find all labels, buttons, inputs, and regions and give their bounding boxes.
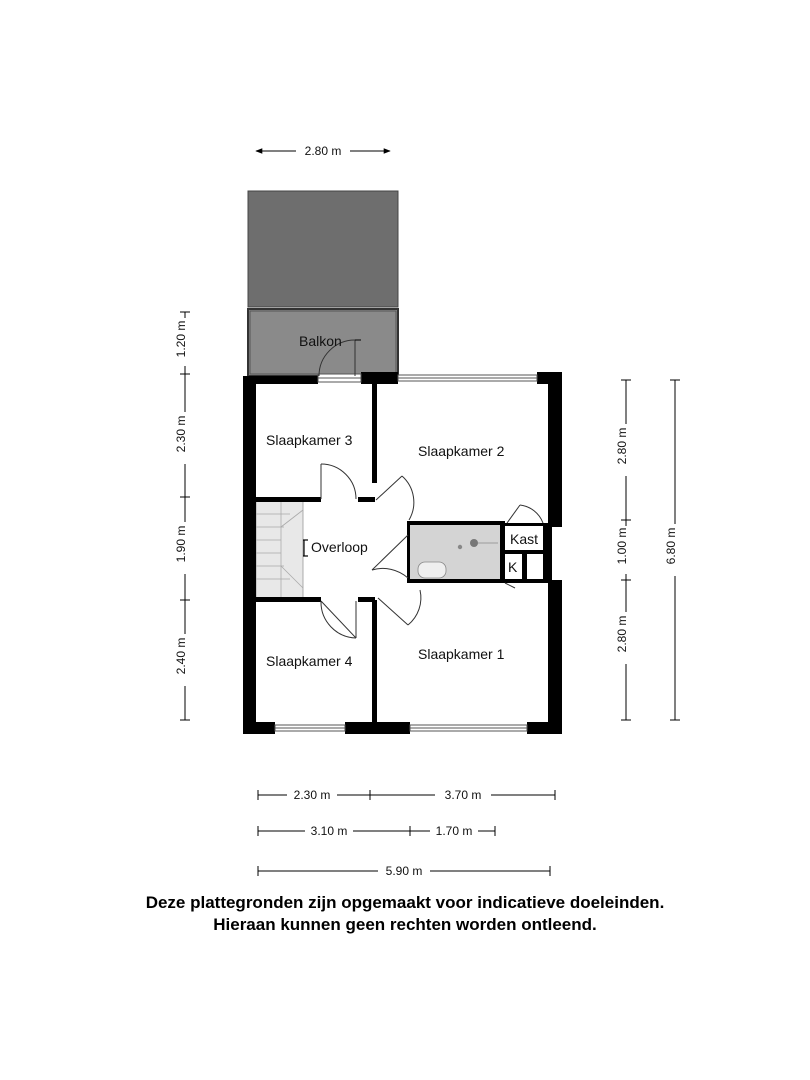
balcony-roof: [248, 191, 398, 307]
dim-bottom-row2-right: 1.70 m: [435, 824, 473, 838]
dim-bottom-row2-left: 3.10 m: [310, 824, 348, 838]
doors: [319, 340, 543, 638]
dim-bottom-row1-right: 3.70 m: [444, 788, 482, 802]
staircase: [256, 501, 308, 598]
label-slaapkamer-3: Slaapkamer 3: [266, 432, 353, 448]
dim-left-balkon: 1.20 m: [174, 320, 188, 358]
dim-left-overloop: 1.90 m: [174, 525, 188, 563]
disclaimer-line-2: Hieraan kunnen geen rechten worden ontleend.: [213, 915, 597, 934]
label-balkon: Balkon: [299, 333, 342, 349]
bathroom: [410, 525, 500, 580]
dim-left-slaapkamer4: 2.40 m: [174, 637, 188, 675]
label-slaapkamer-2: Slaapkamer 2: [418, 443, 505, 459]
label-overloop: Overloop: [311, 539, 368, 555]
dim-bottom-total: 5.90 m: [385, 864, 423, 878]
dim-right-upper: 2.80 m: [615, 427, 629, 465]
dim-bottom-row1-left: 2.30 m: [293, 788, 331, 802]
disclaimer-line-1: Deze plattegronden zijn opgemaakt voor indicatieve doeleinden.: [145, 893, 665, 912]
label-slaapkamer-1: Slaapkamer 1: [418, 646, 505, 662]
dim-right-middle: 1.00 m: [615, 527, 629, 565]
label-kast: Kast: [510, 531, 539, 547]
dim-left-slaapkamer3: 2.30 m: [174, 415, 188, 453]
dim-right-total: 6.80 m: [664, 527, 678, 565]
dim-right-lower: 2.80 m: [615, 615, 629, 653]
label-slaapkamer-4: Slaapkamer 4: [266, 653, 353, 669]
dim-top-width: 2.80 m: [304, 144, 342, 158]
label-k: K: [508, 559, 518, 575]
